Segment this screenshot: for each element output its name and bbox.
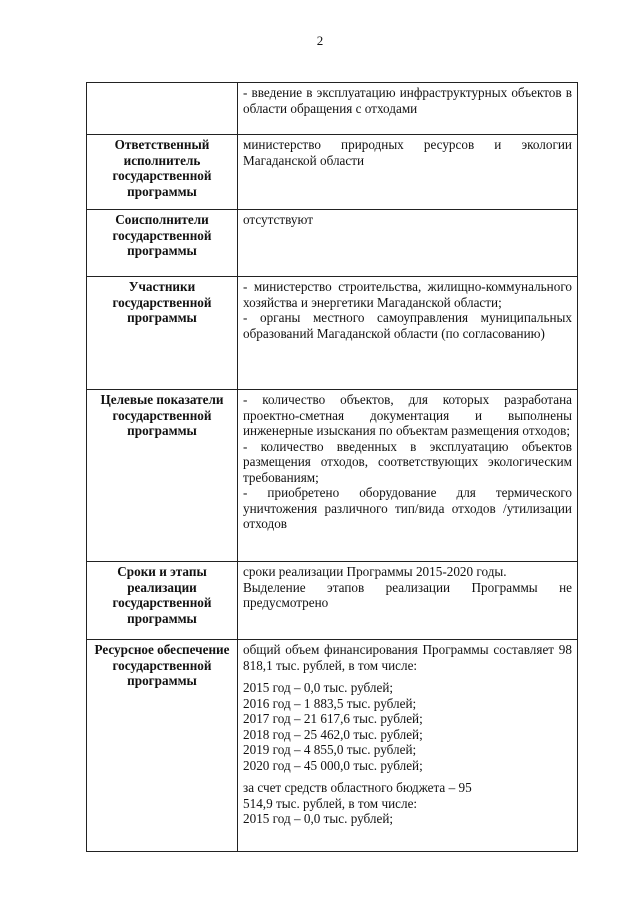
row-content-coexecutors [238,210,578,277]
row-content-terms [238,562,578,640]
list-item: отсутствуют [243,212,313,227]
row-label-indicators: Целевые показатели государственной программы [87,390,238,562]
row-content-funding [238,640,578,852]
table-row [87,640,578,852]
funding-year-line: 2015 год – 0,0 тыс. рублей; [243,680,394,695]
row-content-responsible [238,135,578,210]
table-row [87,277,578,390]
funding-year-line: 2018 год – 25 462,0 тыс. рублей; [243,726,423,742]
funding-intro: общий объем финансирования Программы составляет 98 818,1 тыс. рублей, в том числе: [243,642,572,673]
list-item: сроки реализации Программы 2015-2020 годы. [243,564,507,579]
list-item: министерство природных ресурсов и экологии Магаданской области [243,137,572,168]
table-row [87,83,578,135]
row-label-terms: Сроки и этапы реализации государственной программы [87,562,238,640]
list-item: - министерство строительства, жилищно-коммунального хозяйства и энергетики Магаданской области; [243,279,572,310]
list-item: - приобретено оборудование для термического уничтожения различного тип/вида отходов /утилизации отходов [243,485,572,531]
funding-year-line: 2019 год – 4 855,0 тыс. рублей; [243,742,417,757]
table-row [87,390,578,562]
list-item: - количество введенных в эксплуатацию объектов размещения отходов, соответствующих экологическим требованиям; [243,438,572,485]
row-label-responsible: Ответственный исполнитель государственной программы [87,135,238,210]
row-content [238,83,578,135]
funding-year-line: 2017 год – 21 617,6 тыс. рублей; [243,711,423,726]
funding-year-line: 2016 год – 1 883,5 тыс. рублей; [243,695,417,711]
table-row [87,562,578,640]
regional-funding-intro: за счет средств областного бюджета – 95 514,9 тыс. рублей, в том числе: [243,780,472,811]
row-label-participants: Участники государственной программы [87,277,238,390]
list-item: - введение в эксплуатацию инфраструктурных объектов в области обращения с отходами [243,85,572,116]
regional-year-line: 2015 год – 0,0 тыс. рублей; [243,811,394,826]
page-number: 2 [316,33,324,48]
row-label-funding: Ресурсное обеспечение государственной программы [87,640,238,852]
row-label [87,83,238,135]
row-label-coexecutors: Соисполнители государственной программы [87,210,238,277]
table-row [87,135,578,210]
row-content-participants [238,277,578,390]
row-content-indicators [238,390,578,562]
list-item: - органы местного самоуправления муниципальных образований Магаданской области (по согласованию) [243,310,572,341]
funding-year-line: 2020 год – 45 000,0 тыс. рублей; [243,757,423,773]
list-item: Выделение этапов реализации Программы не предусмотрено [243,579,572,610]
table-row [87,210,578,277]
program-passport-table [86,82,578,852]
list-item: - количество объектов, для которых разработана проектно-сметная документация и выполнены инженерные изыскания по объектам размещения отходов; [243,392,572,438]
